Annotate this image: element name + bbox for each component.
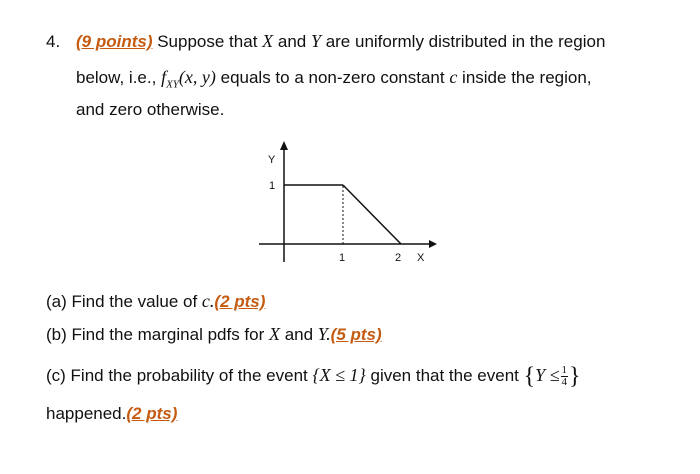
part-c-line-2 [46, 403, 177, 425]
x-axis-arrow [429, 240, 437, 248]
part-c-mid: given that the event [365, 366, 524, 385]
part-a-text: (a) Find the value of [46, 292, 202, 311]
y-tick-1: 1 [269, 180, 276, 192]
part-a-points: (2 pts) [214, 292, 266, 311]
part-b-and: and [279, 325, 318, 344]
problem-number: 4. [46, 32, 61, 51]
part-b-x: X [268, 324, 280, 344]
y-axis-arrow [280, 141, 288, 150]
var-x: X [262, 31, 274, 51]
problem-text-2-mid: equals to a non-zero constant [215, 68, 450, 87]
x-tick-2: 2 [395, 252, 402, 264]
part-a-var: c. [201, 291, 215, 311]
fxy: $f_{XY}(x$, y) [161, 67, 216, 91]
problem-text-2: below, i.e., [76, 68, 162, 87]
part-c-happened: happened. [46, 404, 127, 423]
problem-points: (9 points) [76, 32, 153, 51]
y-axis-label: Y [268, 154, 276, 166]
problem-text-1-tail: are uniformly distributed in the region [320, 32, 606, 51]
problem-text-3: and zero otherwise. [76, 100, 225, 119]
part-b-points: (5 pts) [330, 325, 382, 344]
region-slant-edge [343, 185, 401, 244]
and-text: and [273, 32, 311, 51]
fraction-one-quarter: $\frac{1}{4}$ [561, 364, 568, 389]
part-c [46, 364, 581, 388]
part-b [46, 323, 382, 346]
part-b-text: (b) Find the marginal pdfs for [46, 325, 269, 344]
part-a [46, 290, 265, 313]
x-tick-1: 1 [339, 252, 346, 264]
part-c-points: (2 pts) [126, 404, 178, 423]
brace-close: } [569, 363, 581, 390]
brace-open: { [523, 363, 536, 390]
problem-text-1: Suppose that [152, 32, 263, 51]
x-axis-label: X [417, 252, 425, 264]
part-c-event2: Y ≤ [535, 365, 560, 385]
part-c-text: (c) Find the probability of the event [46, 366, 313, 385]
const-c: c [449, 67, 458, 87]
part-c-event1: {X ≤ 1} [312, 365, 366, 385]
var-y: Y [310, 31, 321, 51]
part-b-y: Y. [317, 324, 331, 344]
problem-text-2-tail: inside the region, [457, 68, 592, 87]
